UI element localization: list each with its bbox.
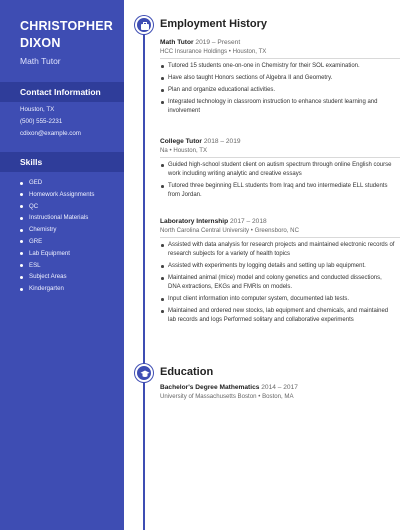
briefcase-icon xyxy=(135,16,153,34)
job-org: HCC Insurance Holdings xyxy=(160,48,228,55)
job-org: Na xyxy=(160,147,168,154)
job-org-line: North Carolina Central University • Greensboro, NC xyxy=(160,227,299,234)
job-bullet: Tutored three beginning ELL students from Iraq and two intermediate ELL students from Jordan. xyxy=(160,182,395,200)
graduation-cap-icon xyxy=(135,364,153,382)
job-bullet: Tutored 15 students one-on-one in Chemistry for their SOL examination. xyxy=(160,62,395,71)
skill-item: Instructional Materials xyxy=(20,212,94,224)
employment-heading: Employment History xyxy=(160,18,267,30)
job-org-line: HCC Insurance Holdings • Houston, TX xyxy=(160,48,267,55)
job-bullet: Assisted with data analysis for research projects and maintained electronic records of research subjects for a variety of health topics xyxy=(160,241,395,259)
job-bullet: Plan and organize educational activities. xyxy=(160,86,395,95)
job-bullet: Assisted with experiments by logging details and setting up lab equipment. xyxy=(160,262,395,271)
divider xyxy=(160,58,400,59)
skill-item: Subject Areas xyxy=(20,271,94,283)
skill-item: QC xyxy=(20,201,94,213)
skill-item: Homework Assignments xyxy=(20,189,94,201)
candidate-name: CHRISTOPHER DIXON xyxy=(20,19,113,50)
divider xyxy=(160,237,400,238)
degree-line xyxy=(160,384,298,391)
degree-dates: 2014 – 2017 xyxy=(261,384,298,391)
job-location: Houston, TX xyxy=(232,48,267,55)
job-bullet: Maintained and ordered new stocks, lab equipment and chemicals, and maintained lab records and logs Performed solitary and collaborative experiments xyxy=(160,307,395,325)
job-dates: 2017 – 2018 xyxy=(230,218,267,225)
job-title: College Tutor xyxy=(160,138,203,145)
timeline-line xyxy=(143,18,145,530)
contact-phone: (500) 555-2231 xyxy=(20,118,63,125)
job-title: Math Tutor xyxy=(160,39,194,46)
skill-item: Chemistry xyxy=(20,224,94,236)
job-bullets xyxy=(160,161,395,200)
job-org-line: Na • Houston, TX xyxy=(160,147,208,154)
contact-location: Houston, TX xyxy=(20,106,55,113)
job-bullet: Integrated technology in classroom instruction to enhance student learning and involvement xyxy=(160,98,395,116)
job-bullets xyxy=(160,241,395,325)
job-title-line xyxy=(160,138,241,145)
job-dates: 2019 – Present xyxy=(195,39,241,46)
education-heading: Education xyxy=(160,366,214,378)
skill-item: GRE xyxy=(20,236,94,248)
divider xyxy=(160,157,400,158)
job-bullet: Have also taught Honors sections of Algebra II and Geometry. xyxy=(160,74,395,83)
contact-heading: Contact Information xyxy=(0,82,124,102)
job-location: Greensboro, NC xyxy=(254,227,299,234)
job-title-line xyxy=(160,218,267,225)
degree: Bachelor's Degree Mathematics xyxy=(160,384,260,391)
skill-item: ESL xyxy=(20,260,94,272)
skill-item: Kindergarten xyxy=(20,283,94,295)
job-org: North Carolina Central University xyxy=(160,227,250,234)
skills-heading: Skills xyxy=(0,152,124,172)
contact-email[interactable]: cdixon@example.com xyxy=(20,130,81,137)
job-bullet: Input client information into computer system, documented lab tests. xyxy=(160,295,395,304)
skills-list xyxy=(20,177,94,295)
candidate-role: Math Tutor xyxy=(20,56,61,66)
job-location: Houston, TX xyxy=(173,147,208,154)
skill-item: Lab Equipment xyxy=(20,248,94,260)
sidebar xyxy=(0,0,124,530)
job-title: Laboratory Internship xyxy=(160,218,229,225)
job-bullet: Guided high-school student client on autism spectrum through online English course work including writing analytic and creative essays xyxy=(160,161,395,179)
job-dates: 2018 – 2019 xyxy=(203,138,241,145)
school-line: University of Massachusetts Boston • Boston, MA xyxy=(160,393,294,400)
skill-item: GED xyxy=(20,177,94,189)
job-bullet: Maintained animal (mice) model and colony genetics and conducted dissections, DNA extractions, EKGs and FMRIs on models. xyxy=(160,274,395,292)
school: University of Massachusetts Boston xyxy=(160,393,257,400)
school-location: Boston, MA xyxy=(262,393,294,400)
job-title-line xyxy=(160,39,240,46)
job-bullets xyxy=(160,62,395,116)
